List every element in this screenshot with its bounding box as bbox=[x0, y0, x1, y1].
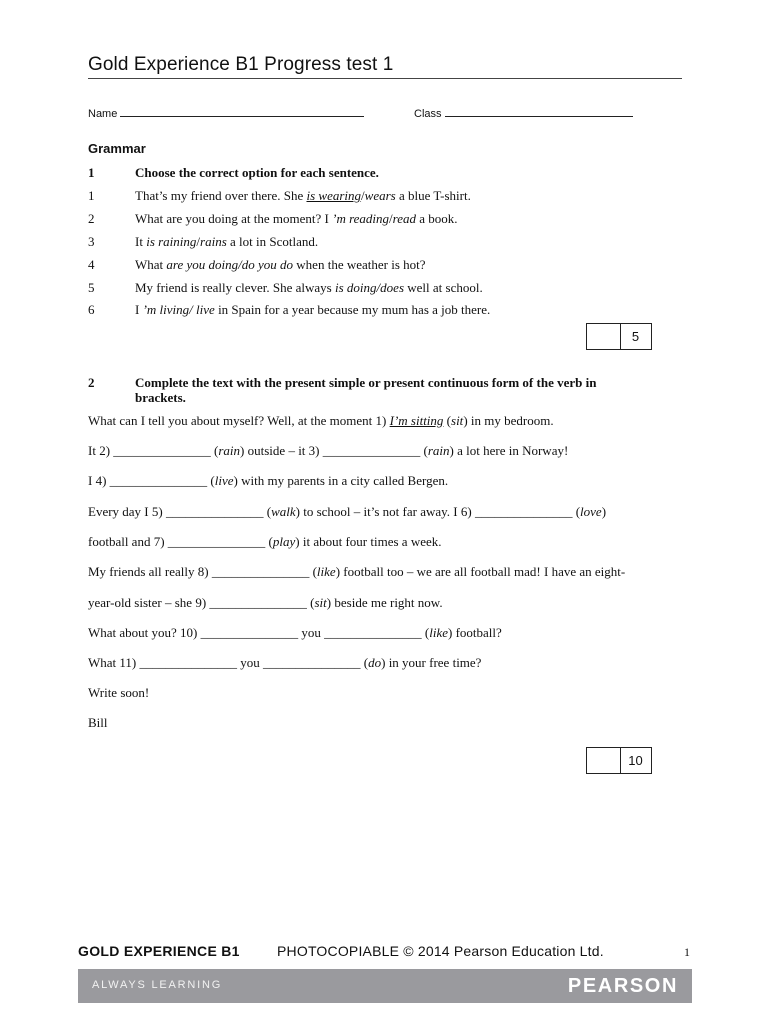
item-number: 1 bbox=[88, 188, 95, 203]
score-input-cell[interactable] bbox=[587, 748, 621, 773]
item-number: 3 bbox=[88, 234, 95, 249]
text-line: What about you? 10) _______________ you _______________ (like) football? bbox=[88, 625, 502, 640]
footer-copyright: PHOTOCOPIABLE © 2014 Pearson Education Ltd. bbox=[277, 943, 604, 959]
item-number: 6 bbox=[88, 302, 95, 317]
class-label: Class bbox=[414, 108, 442, 120]
text-line: My friends all really 8) _______________ (like) football too – we are all football mad! I have an eight- bbox=[88, 564, 626, 579]
answer-blank[interactable]: _______________ bbox=[109, 473, 208, 488]
sign-off: Write soon! bbox=[88, 685, 150, 700]
score-box bbox=[586, 747, 652, 774]
answer-blank[interactable]: _______________ bbox=[324, 625, 422, 640]
score-total: 5 bbox=[631, 329, 640, 344]
exercise-1-heading bbox=[0, 165, 770, 183]
page-number: 1 bbox=[684, 945, 690, 959]
section-heading: Grammar bbox=[88, 141, 146, 156]
score-input-cell[interactable] bbox=[587, 324, 621, 349]
option-a[interactable]: ’m living bbox=[142, 302, 190, 317]
text-line: year-old sister – she 9) _______________ (sit) beside me right now. bbox=[88, 595, 443, 610]
option-b[interactable]: do you do bbox=[241, 257, 294, 272]
exercise-number: 1 bbox=[88, 165, 95, 180]
answer-blank[interactable]: _______________ bbox=[263, 655, 361, 670]
option-b[interactable]: read bbox=[392, 211, 417, 226]
list-item bbox=[0, 302, 770, 320]
exercise-instruction-cont: brackets. bbox=[135, 390, 186, 405]
exercise-number: 2 bbox=[88, 375, 95, 390]
option-b[interactable]: wears bbox=[364, 188, 396, 203]
page-title: Gold Experience B1 Progress test 1 bbox=[88, 54, 394, 75]
item-text: What are you doing/do you do when the weather is hot? bbox=[135, 257, 426, 272]
signature-name: Bill bbox=[88, 715, 108, 730]
list-item bbox=[0, 280, 770, 298]
name-blank bbox=[120, 106, 364, 117]
option-a[interactable]: is raining bbox=[146, 234, 197, 249]
answer-blank[interactable]: _______________ bbox=[474, 504, 573, 519]
item-text: What are you doing at the moment? I ’m reading/read a book. bbox=[135, 211, 458, 226]
exercise-instruction: Choose the correct option for each sentence. bbox=[135, 165, 379, 180]
item-number: 2 bbox=[88, 211, 95, 226]
text-line: What can I tell you about myself? Well, at the moment 1) I’m sitting (sit) in my bedroom. bbox=[88, 413, 554, 428]
text-line: It 2) _______________ (rain) outside – it 3) _______________ (rain) a lot here in Norway! bbox=[88, 443, 569, 458]
name-field[interactable] bbox=[88, 106, 364, 120]
option-a[interactable]: ’m reading bbox=[332, 211, 390, 226]
text-line: Every day I 5) _______________ (walk) to school – it’s not far away. I 6) _______________ (love) bbox=[88, 504, 607, 519]
answer-blank[interactable]: _______________ bbox=[139, 655, 237, 670]
item-text: It is raining/rains a lot in Scotland. bbox=[135, 234, 319, 249]
answer-blank[interactable]: _______________ bbox=[209, 595, 307, 610]
item-text: I ’m living/ live in Spain for a year because my mum has a job there. bbox=[135, 302, 491, 317]
answer-blank[interactable]: _______________ bbox=[165, 504, 264, 519]
item-number: 5 bbox=[88, 280, 95, 295]
tagline: ALWAYS LEARNING bbox=[92, 979, 223, 991]
class-field[interactable] bbox=[414, 106, 633, 120]
text-line: I 4) _______________ (live) with my parents in a city called Bergen. bbox=[88, 473, 449, 488]
exercise-instruction: Complete the text with the present simple or present continuous form of the verb in bbox=[135, 375, 597, 390]
text-line: What 11) _______________ you _______________ (do) in your free time? bbox=[88, 655, 482, 670]
name-label: Name bbox=[88, 108, 118, 120]
answer-blank[interactable]: _______________ bbox=[322, 443, 421, 458]
option-b[interactable]: does bbox=[380, 280, 405, 295]
list-item bbox=[0, 188, 770, 206]
item-number: 4 bbox=[88, 257, 95, 272]
item-text: That’s my friend over there. She is wearing/wears a blue T-shirt. bbox=[135, 188, 471, 203]
class-blank bbox=[445, 106, 633, 117]
option-a[interactable]: is doing bbox=[335, 280, 377, 295]
answer-blank[interactable]: _______________ bbox=[200, 625, 299, 640]
exercise-2-heading bbox=[0, 375, 770, 407]
answer-blank[interactable]: _______________ bbox=[113, 443, 211, 458]
option-b[interactable]: rains bbox=[200, 234, 227, 249]
list-item bbox=[0, 211, 770, 229]
option-a[interactable]: is wearing bbox=[306, 188, 362, 203]
option-b[interactable]: live bbox=[196, 302, 215, 317]
item-text: My friend is really clever. She always is doing/does well at school. bbox=[135, 280, 483, 295]
text-line: football and 7) _______________ (play) it about four times a week. bbox=[88, 534, 442, 549]
option-a[interactable]: are you doing bbox=[166, 257, 239, 272]
answer-blank[interactable]: _______________ bbox=[167, 534, 266, 549]
answer-blank[interactable]: _______________ bbox=[211, 564, 310, 579]
list-item bbox=[0, 257, 770, 275]
score-total: 10 bbox=[628, 753, 643, 768]
score-box bbox=[586, 323, 652, 350]
list-item bbox=[0, 234, 770, 252]
title-divider bbox=[88, 78, 682, 79]
footer-brand: GOLD EXPERIENCE B1 bbox=[78, 943, 240, 959]
example-answer: I’m sitting bbox=[389, 413, 444, 428]
publisher-logo: PEARSON bbox=[567, 975, 678, 997]
publisher-banner bbox=[78, 969, 692, 1003]
